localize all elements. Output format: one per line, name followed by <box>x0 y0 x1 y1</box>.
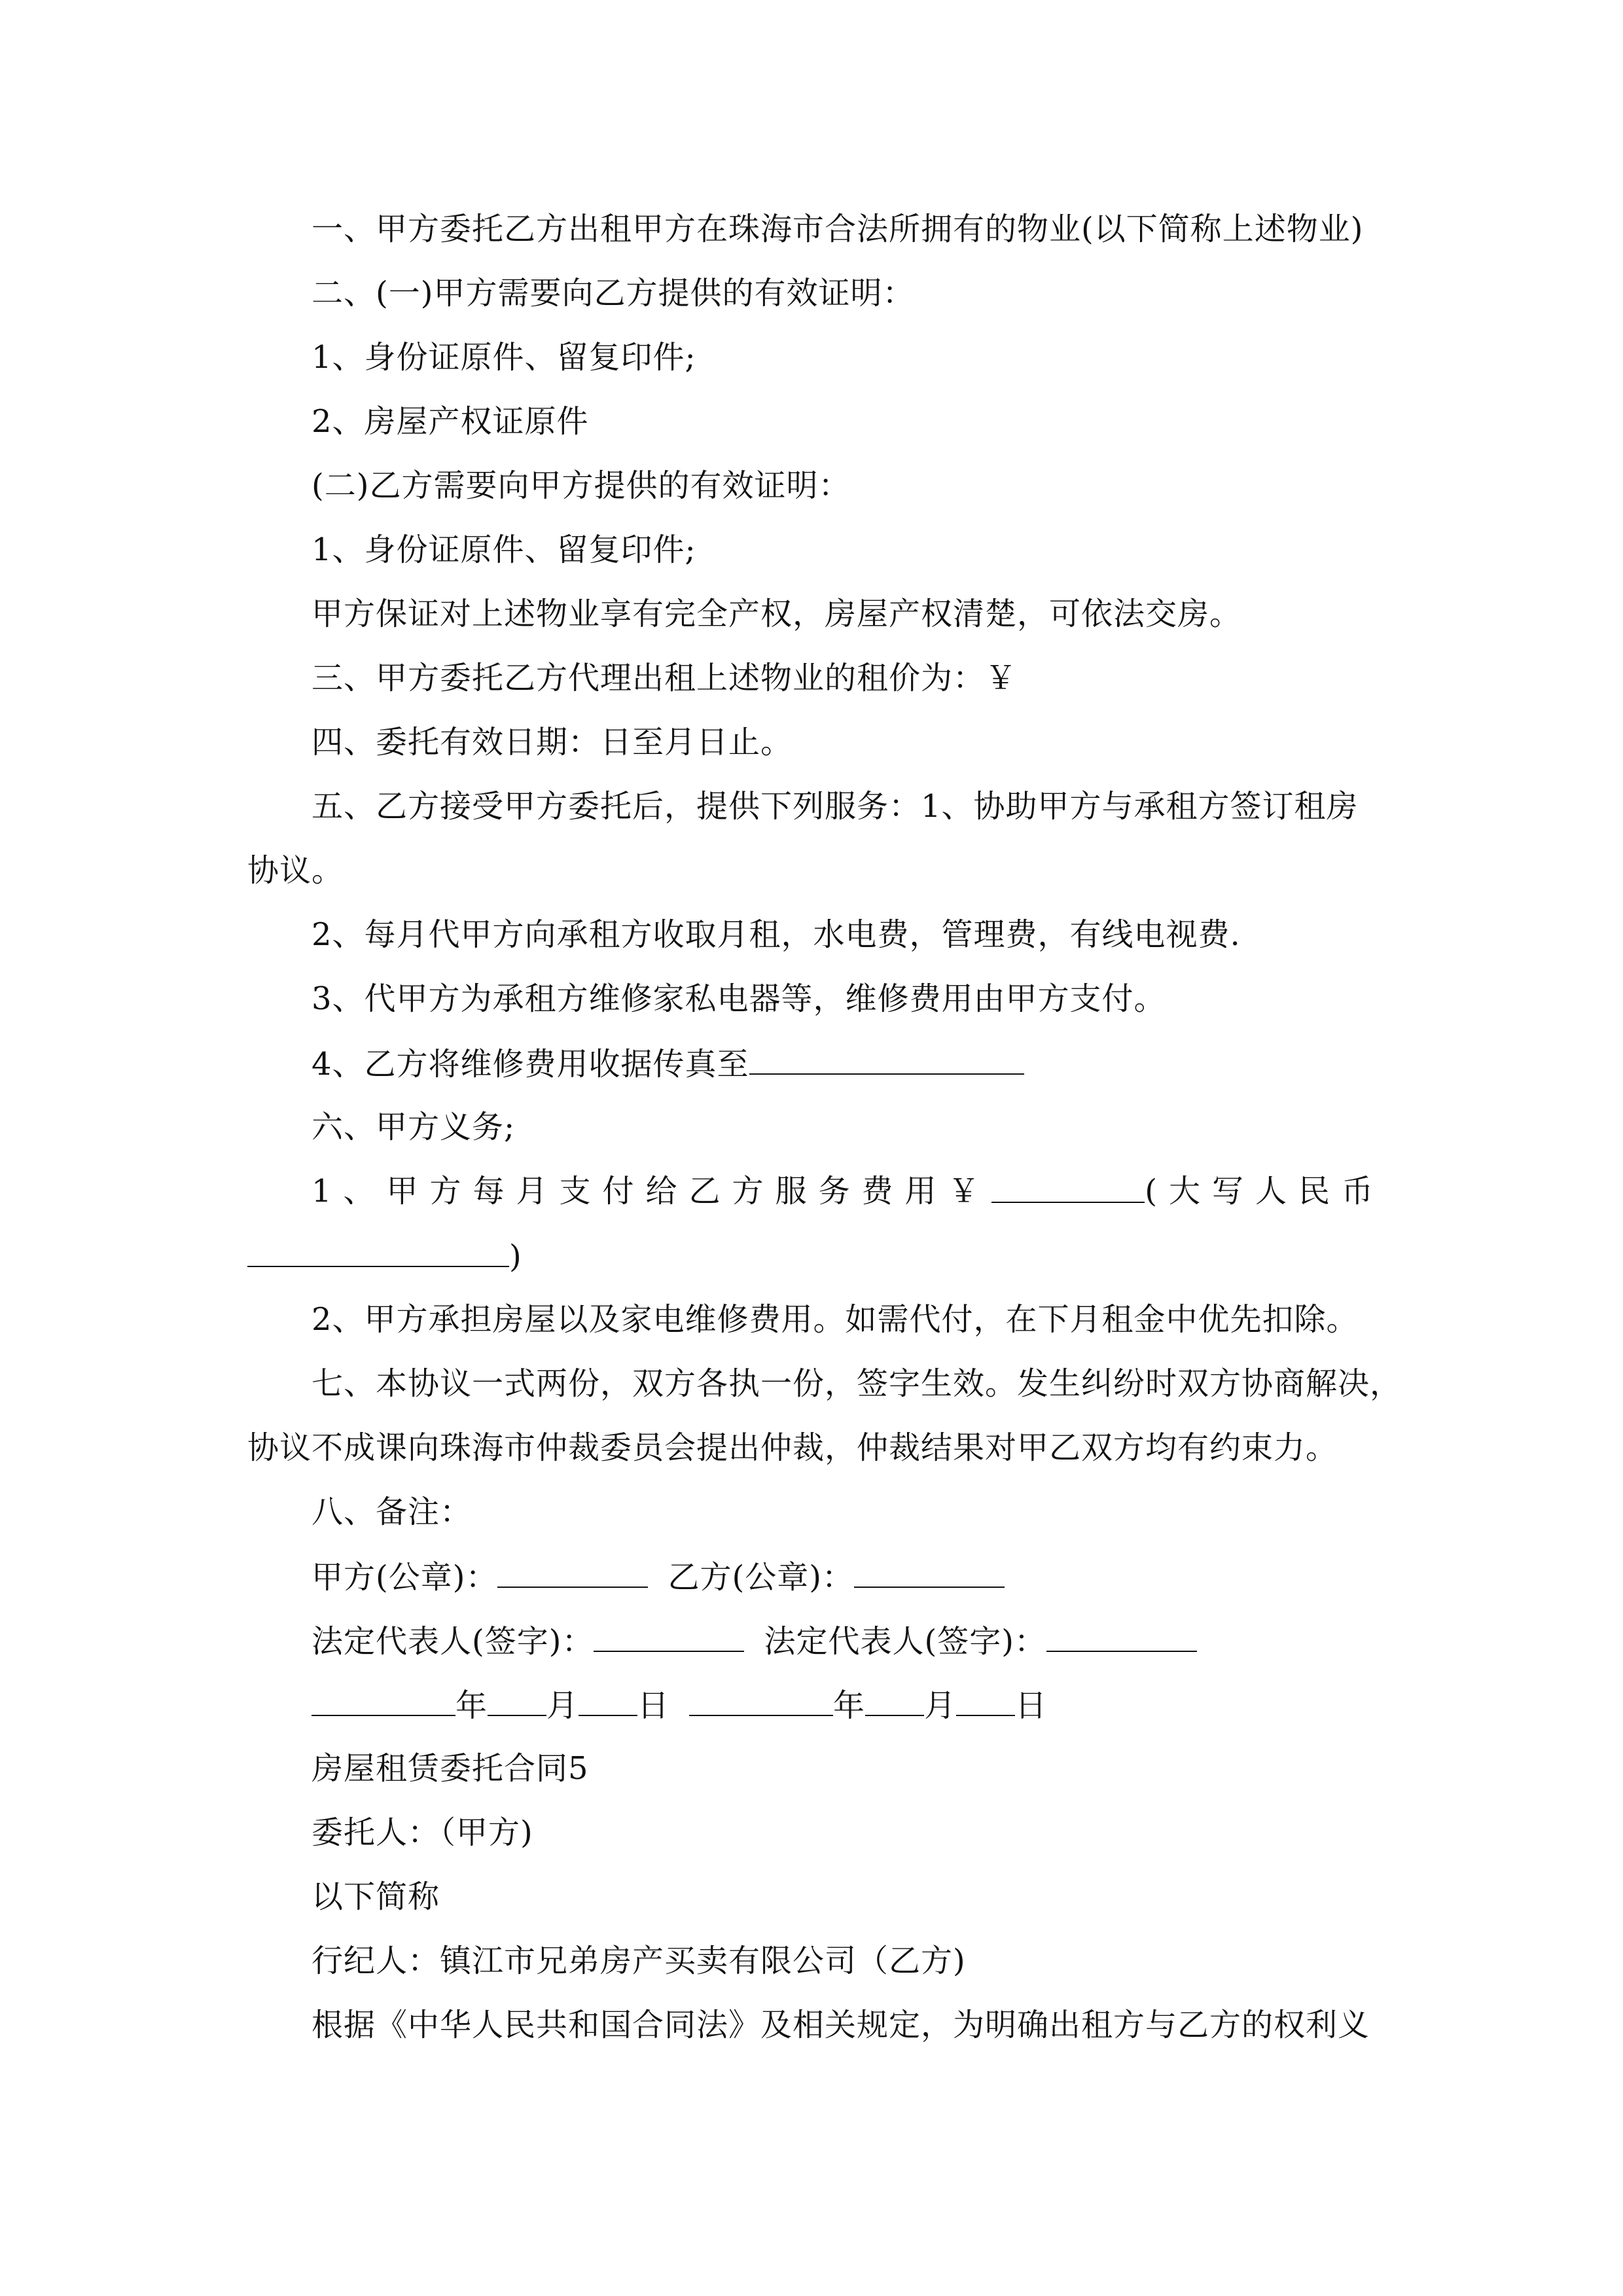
clause-6-item-1-continued <box>247 1236 1386 1276</box>
clause-5-item-3: 3、代甲方为承租方维修家私电器等，维修费用由甲方支付。 <box>312 980 1166 1017</box>
fax-number-blank[interactable] <box>749 1043 1024 1075</box>
party-a-year-blank[interactable] <box>312 1685 455 1716</box>
clause-7: 七、本协议一式两份，双方各执一份，签字生效。发生纠纷时双方协商解决， <box>312 1365 1402 1402</box>
preamble-line: 根据《中华人民共和国合同法》及相关规定，为明确出租方与乙方的权利义 <box>312 2007 1370 2043</box>
signature-row <box>312 1621 1450 1661</box>
clause-5: 五、乙方接受甲方委托后，提供下列服务：1、协助甲方与承租方签订租房 <box>312 788 1359 825</box>
guarantee-statement: 甲方保证对上述物业享有完全产权，房屋产权清楚，可依法交房。 <box>312 596 1242 632</box>
clause-6-item-1 <box>312 1172 1385 1211</box>
contract-5-title: 房屋租赁委托合同5 <box>312 1750 589 1787</box>
party-a-seal-blank[interactable] <box>497 1556 648 1588</box>
clause-5-item-4 <box>312 1043 1450 1084</box>
clause-5-item-4-text: 4、乙方将维修费用收据传真至 <box>312 1046 749 1083</box>
hereinafter-line: 以下简称 <box>312 1878 440 1915</box>
party-b-day-blank[interactable] <box>956 1685 1015 1716</box>
clause-5-continued: 协议。 <box>247 852 344 889</box>
party-b-day-label: 日 <box>1015 1687 1048 1724</box>
party-a-month-label: 月 <box>546 1687 579 1724</box>
party-b-month-label: 月 <box>924 1687 957 1724</box>
party-b-seal-blank[interactable] <box>854 1556 1005 1588</box>
clause-2-sub-item-1: 1、身份证原件、留复印件; <box>312 531 696 568</box>
clause-5-item-2: 2、每月代甲方向承租方收取月租，水电费，管理费，有线电视费. <box>312 916 1241 953</box>
clause-8-remarks: 八、备注： <box>312 1494 473 1530</box>
clause-2-item-2: 2、房屋产权证原件 <box>312 403 589 440</box>
party-b-seal-label: 乙方(公章)： <box>668 1559 854 1596</box>
clause-7-continued: 协议不成课向珠海市仲裁委员会提出仲裁，仲裁结果对甲乙双方均有约束力。 <box>247 1429 1338 1466</box>
party-a-day-label: 日 <box>637 1687 670 1724</box>
party-a-rep-blank[interactable] <box>594 1621 744 1652</box>
clause-6-item-2: 2、甲方承担房屋以及家电维修费用。如需代付，在下月租金中优先扣除。 <box>312 1301 1359 1338</box>
party-a-day-blank[interactable] <box>579 1685 637 1716</box>
clause-6-heading: 六、甲方义务; <box>312 1109 516 1145</box>
clause-1: 一、甲方委托乙方出租甲方在珠海市合法所拥有的物业(以下简称上述物业) <box>312 211 1364 247</box>
service-fee-text: 1、甲方每月支付给乙方服务费用￥ <box>312 1173 991 1210</box>
clause-2-sub-heading: (二)乙方需要向甲方提供的有效证明： <box>312 467 851 504</box>
party-a-year-label: 年 <box>455 1687 488 1724</box>
agent-line: 行纪人：镇江市兄弟房产买卖有限公司（乙方) <box>312 1943 966 1979</box>
party-b-rep-label: 法定代表人(签字)： <box>764 1623 1046 1660</box>
clause-2-heading: 二、(一)甲方需要向乙方提供的有效证明： <box>312 275 915 312</box>
principal-line: 委托人：（甲方) <box>312 1814 533 1851</box>
party-a-month-blank[interactable] <box>488 1685 546 1716</box>
clause-4: 四、委托有效日期：日至月日止。 <box>312 724 793 761</box>
date-row <box>312 1685 1450 1725</box>
clause-2-item-1: 1、身份证原件、留复印件; <box>312 339 696 376</box>
party-b-year-blank[interactable] <box>689 1685 833 1716</box>
clause-3: 三、甲方委托乙方代理出租上述物业的租价为：￥ <box>312 660 1018 696</box>
party-b-year-label: 年 <box>833 1687 866 1724</box>
party-b-rep-blank[interactable] <box>1046 1621 1197 1652</box>
party-b-month-blank[interactable] <box>865 1685 924 1716</box>
seal-row <box>312 1556 1450 1597</box>
amount-in-words-blank[interactable] <box>247 1236 509 1267</box>
party-a-rep-label: 法定代表人(签字)： <box>312 1623 594 1660</box>
amount-in-words-label: (大写人民币 <box>1145 1173 1385 1210</box>
party-a-seal-label: 甲方(公章)： <box>312 1559 498 1596</box>
closing-paren: ) <box>509 1238 522 1275</box>
service-fee-amount-blank[interactable] <box>991 1172 1145 1203</box>
